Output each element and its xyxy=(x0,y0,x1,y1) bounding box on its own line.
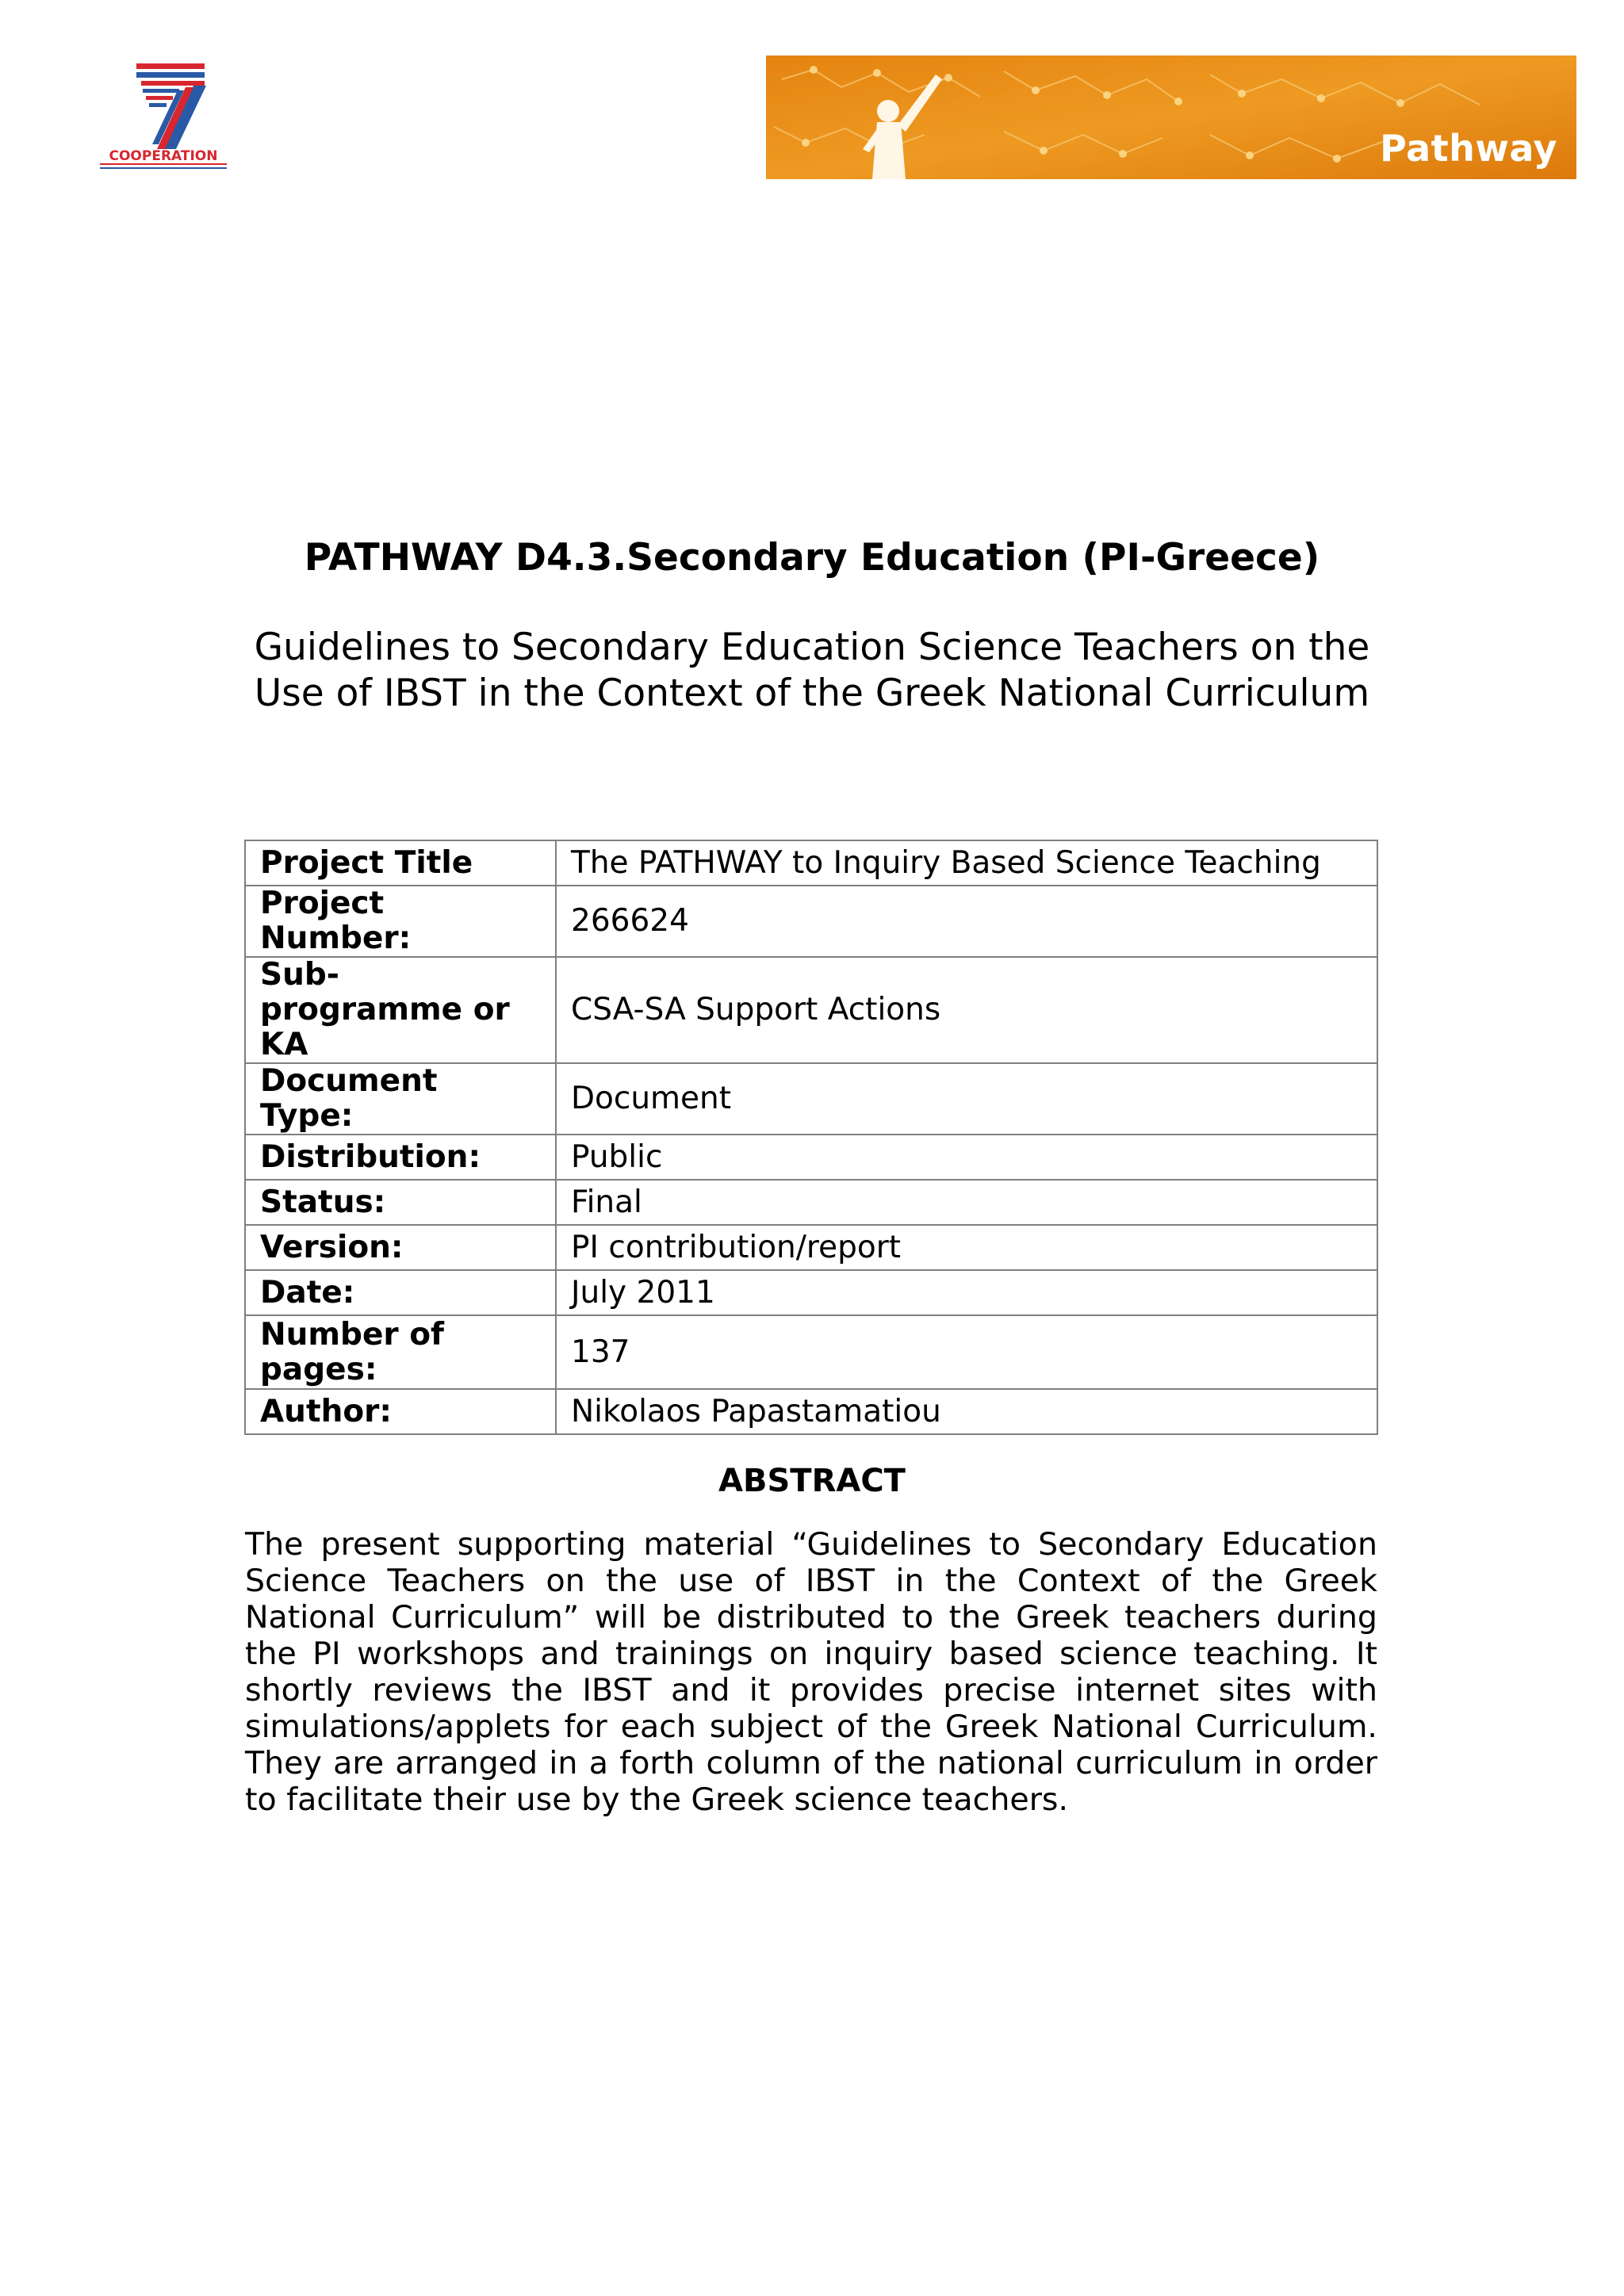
pathway-banner-label: Pathway xyxy=(1380,127,1557,170)
pathway-banner xyxy=(766,55,1576,179)
fp7-logo-icon xyxy=(94,55,233,174)
project-info-table xyxy=(244,840,1378,1435)
row-value: Document xyxy=(556,1063,1377,1135)
abstract-body: The present supporting material “Guidelines to Secondary Education Science Teachers on the use of IBST in the Context of the Greek National Curriculum” will be distributed to the Greek teachers during the PI workshops and trainings on inquiry based science teaching. It shortly reviews the IBST and it provides precise internet sites with simulations/applets for each subject of the Greek National Curriculum. They are arranged in a forth column of the national curriculum in order to facilitate their use by the Greek science teachers. xyxy=(245,1526,1377,1818)
fp7-seven-mark xyxy=(136,63,206,149)
row-label: Project Title xyxy=(245,840,556,886)
table-row xyxy=(245,957,1377,1063)
row-value: 137 xyxy=(556,1315,1377,1389)
row-value: Final xyxy=(556,1180,1377,1225)
row-value: July 2011 xyxy=(556,1270,1377,1315)
row-value: Nikolaos Papastamatiou xyxy=(556,1389,1377,1434)
fp7-cooperation-logo xyxy=(94,55,233,174)
table-row xyxy=(245,1063,1377,1135)
row-label: Project Number: xyxy=(245,886,556,957)
table-row xyxy=(245,1389,1377,1434)
table-row xyxy=(245,1135,1377,1180)
table-row xyxy=(245,840,1377,886)
row-value: PI contribution/report xyxy=(556,1225,1377,1270)
row-label: Status: xyxy=(245,1180,556,1225)
document-subtitle: Guidelines to Secondary Education Science Teachers on the Use of IBST in the Context of the Greek National Curriculum xyxy=(254,626,1370,715)
row-label: Number of pages: xyxy=(245,1315,556,1389)
row-label: Author: xyxy=(245,1389,556,1434)
row-value: CSA-SA Support Actions xyxy=(556,957,1377,1063)
row-value: 266624 xyxy=(556,886,1377,957)
table-row xyxy=(245,1180,1377,1225)
abstract-heading: ABSTRACT xyxy=(718,1463,906,1499)
table-row xyxy=(245,1225,1377,1270)
row-value: Public xyxy=(556,1135,1377,1180)
table-row xyxy=(245,886,1377,957)
row-label: Date: xyxy=(245,1270,556,1315)
row-value: The PATHWAY to Inquiry Based Science Teaching xyxy=(556,840,1377,886)
row-label: Distribution: xyxy=(245,1135,556,1180)
row-label: Sub-programme or KA xyxy=(245,957,556,1063)
row-label: Version: xyxy=(245,1225,556,1270)
table-row xyxy=(245,1270,1377,1315)
document-title: PATHWAY D4.3.Secondary Education (PI-Greece) xyxy=(304,536,1320,580)
row-label: Document Type: xyxy=(245,1063,556,1135)
table-row xyxy=(245,1315,1377,1389)
fp7-logo-caption: COOPERATION xyxy=(109,148,218,164)
